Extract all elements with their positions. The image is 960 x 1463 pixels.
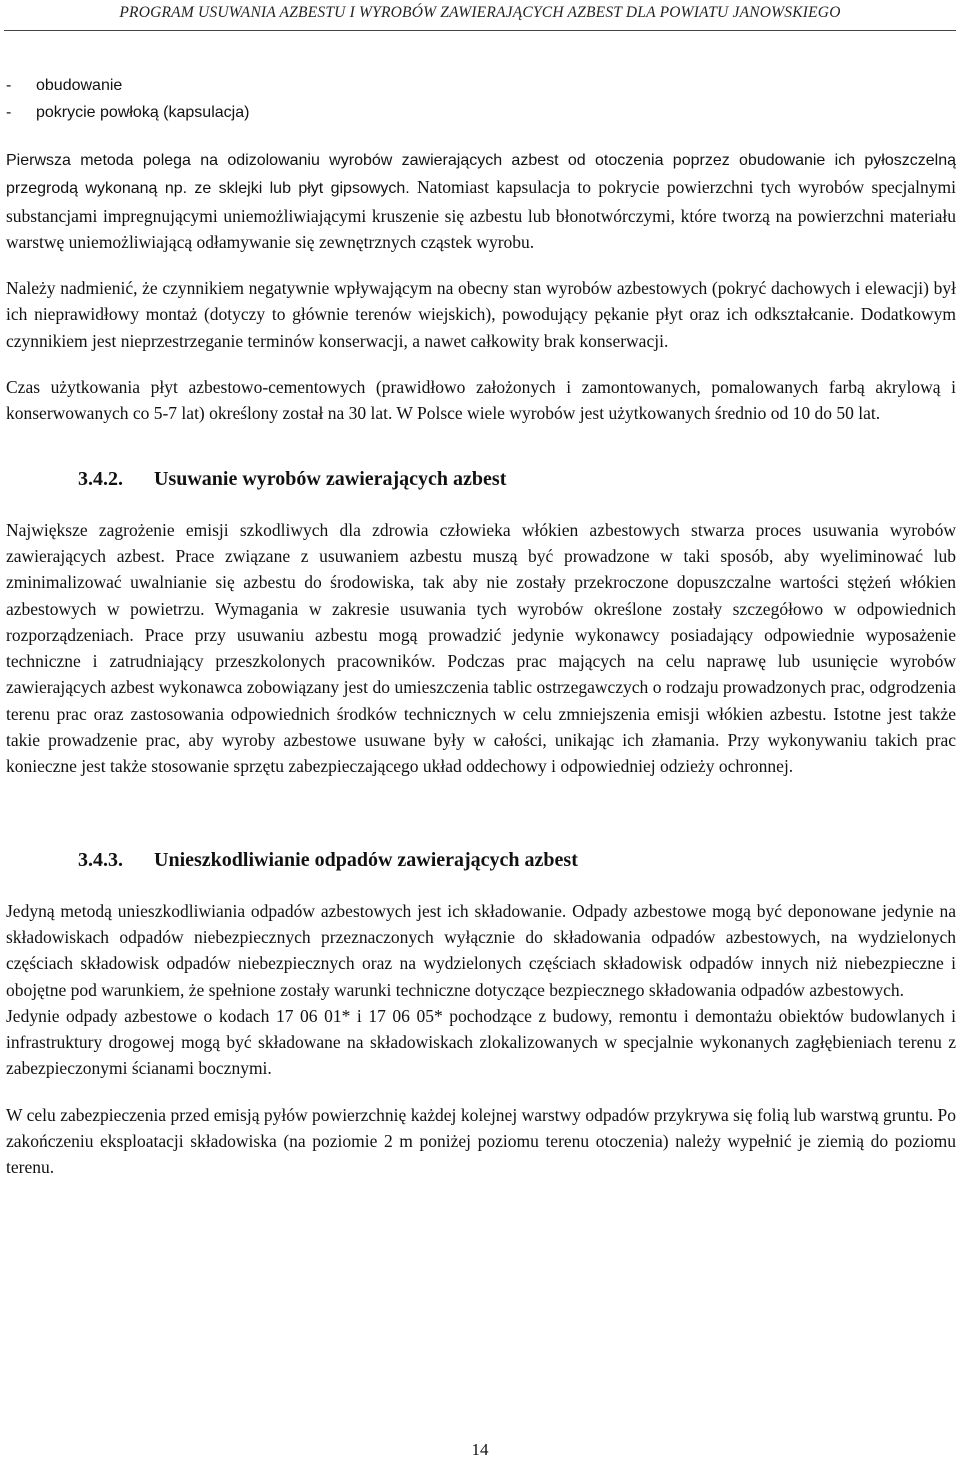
section-heading-removal	[6, 465, 956, 493]
paragraph-installation-part1: Należy nadmienić, że czynnikiem negatywnie wpływającym na obecny stan wyrobów azbestowych (pokryć dachowych i elewacji) był ich nieprawidłowy montaż (dotyczy to głównie terenów wiejskich), powodujący pękanie płyt oraz ich odkształcanie.	[6, 278, 956, 325]
section-number: 3.4.2.	[78, 467, 123, 490]
page-number: 14	[471, 1440, 489, 1459]
paragraph-removal: Największe zagrożenie emisji szkodliwych dla zdrowia człowieka włókien azbestowych stwarza proces usuwania wyrobów zawierających azbest. Prace związane z usuwaniem azbestu muszą być prowadzone w taki sposób, aby wyeliminować lub zminimalizować uwalnianie się azbestu do środowiska, tak aby nie zostały przekroczone dopuszczalne wartości stężeń włókien azbestowych w powietrzu. Wymagania w zakresie usuwania tych wyrobów określone zostały szczegółowo w odpowiednich rozporządzeniach. Prace przy usuwaniu azbestu mogą prowadzić jedynie wykonawcy posiadający odpowiednie wyposażenie techniczne i zatrudniający przeszkolonych pracowników. Podczas prac mających na celu naprawę lub usunięcie wyrobów zawierających azbest wykonawca zobowiązany jest do umieszczenia tablic ostrzegawczych o rodzaju prowadzonych prac, odgrodzenia terenu prac oraz zastosowania odpowiednich środków technicznych w celu zmniejszenia emisji włókien azbestu. Istotne jest także takie prowadzenie prac, aby wyroby azbestowe usuwane były w całości, unikając ich złamania. Przy wykonywaniu takich prac konieczne jest także stosowanie sprzętu zabezpieczającego układ oddechowy i odpowiedniej odzieży ochronnej.	[6, 519, 956, 777]
paragraph-encapsulation-part2: Natomiast kapsulacja to pokrycie powierzchni tych wyrobów specjalnymi substancjami impregnującymi uniemożliwiającymi kruszenie się azbestu lub błonotwórczymi, które tworzą na powierzchni materiału warstwę uniemożliwiającą odłamywanie się zewnętrznych cząstek wyrobu.	[6, 177, 956, 252]
section-number: 3.4.3.	[78, 848, 123, 871]
paragraph-installation	[6, 275, 956, 354]
paragraph-landfill: Jedyną metodą unieszkodliwiania odpadów azbestowych jest ich składowanie. Odpady azbestowe mogą być deponowane jedynie na składowiskach odpadów niebezpiecznych przeznaczonych wyłącznie do składowania odpadów azbestowych, na wydzielonych częściach składowisk odpadów niebezpiecznych oraz na wydzielonych częściach składowisk odpadów innych niż niebezpieczne i obojętne pod warunkiem, że spełnione zostały warunki techniczne dotyczące bezpiecznego składowania odpadów azbestowych.	[6, 900, 956, 1000]
paragraph-installation-part2: Dodatkowym czynnikiem jest nieprzestrzeganie terminów konserwacji, a nawet całkowity brak konserwacji.	[6, 304, 956, 351]
header-divider	[4, 30, 956, 31]
document-body	[6, 72, 956, 1181]
section-title: Unieszkodliwianie odpadów zawierających azbest	[154, 848, 578, 871]
list-item: - pokrycie powłoką (kapsulacja)	[6, 104, 250, 121]
paragraph-service-life: Czas użytkowania płyt azbestowo-cementowych (prawidłowo założonych i zamontowanych, pomalowanych farbą akrylową i konserwowanych co 5-7 lat) określony został na 30 lat. W Polsce wiele wyrobów jest użytkowanych średnio od 10 do 50 lat.	[6, 377, 956, 424]
running-header: PROGRAM USUWANIA AZBESTU I WYROBÓW ZAWIERAJĄCYCH AZBEST DLA POWIATU JANOWSKIEGO	[119, 4, 841, 21]
paragraph-encapsulation-part1: Pierwsza metoda polega na odizolowaniu wyrobów zawierających azbest od otoczenia poprzez obudowanie ich pyłoszczelną przegrodą wykonaną np. ze sklejki lub płyt gipsowych.	[6, 152, 956, 198]
list-item: - obudowanie	[6, 77, 123, 94]
section-title: Usuwanie wyrobów zawierających azbest	[154, 467, 507, 490]
paragraph-dust-protection: W celu zabezpieczenia przed emisją pyłów powierzchnię każdej kolejnej warstwy odpadów przykrywa się folią lub warstwą gruntu. Po zakończeniu eksploatacji składowiska (na poziomie 2 m poniżej poziomu terenu otoczenia) należy wypełnić je ziemią do poziomu terenu.	[6, 1104, 956, 1178]
method-list	[6, 72, 956, 126]
section-heading-disposal	[6, 846, 956, 874]
paragraph-waste-codes: Jedynie odpady azbestowe o kodach 17 06 01* i 17 06 05* pochodzące z budowy, remontu i demontażu obiektów budowlanych i infrastruktury drogowej mogą być składowane na składowiskach zlokalizowanych w specjalnie wykonanych zagłębieniach terenu z zabezpieczonymi ścianami bocznymi.	[6, 1005, 956, 1079]
paragraph-encapsulation	[6, 146, 956, 255]
